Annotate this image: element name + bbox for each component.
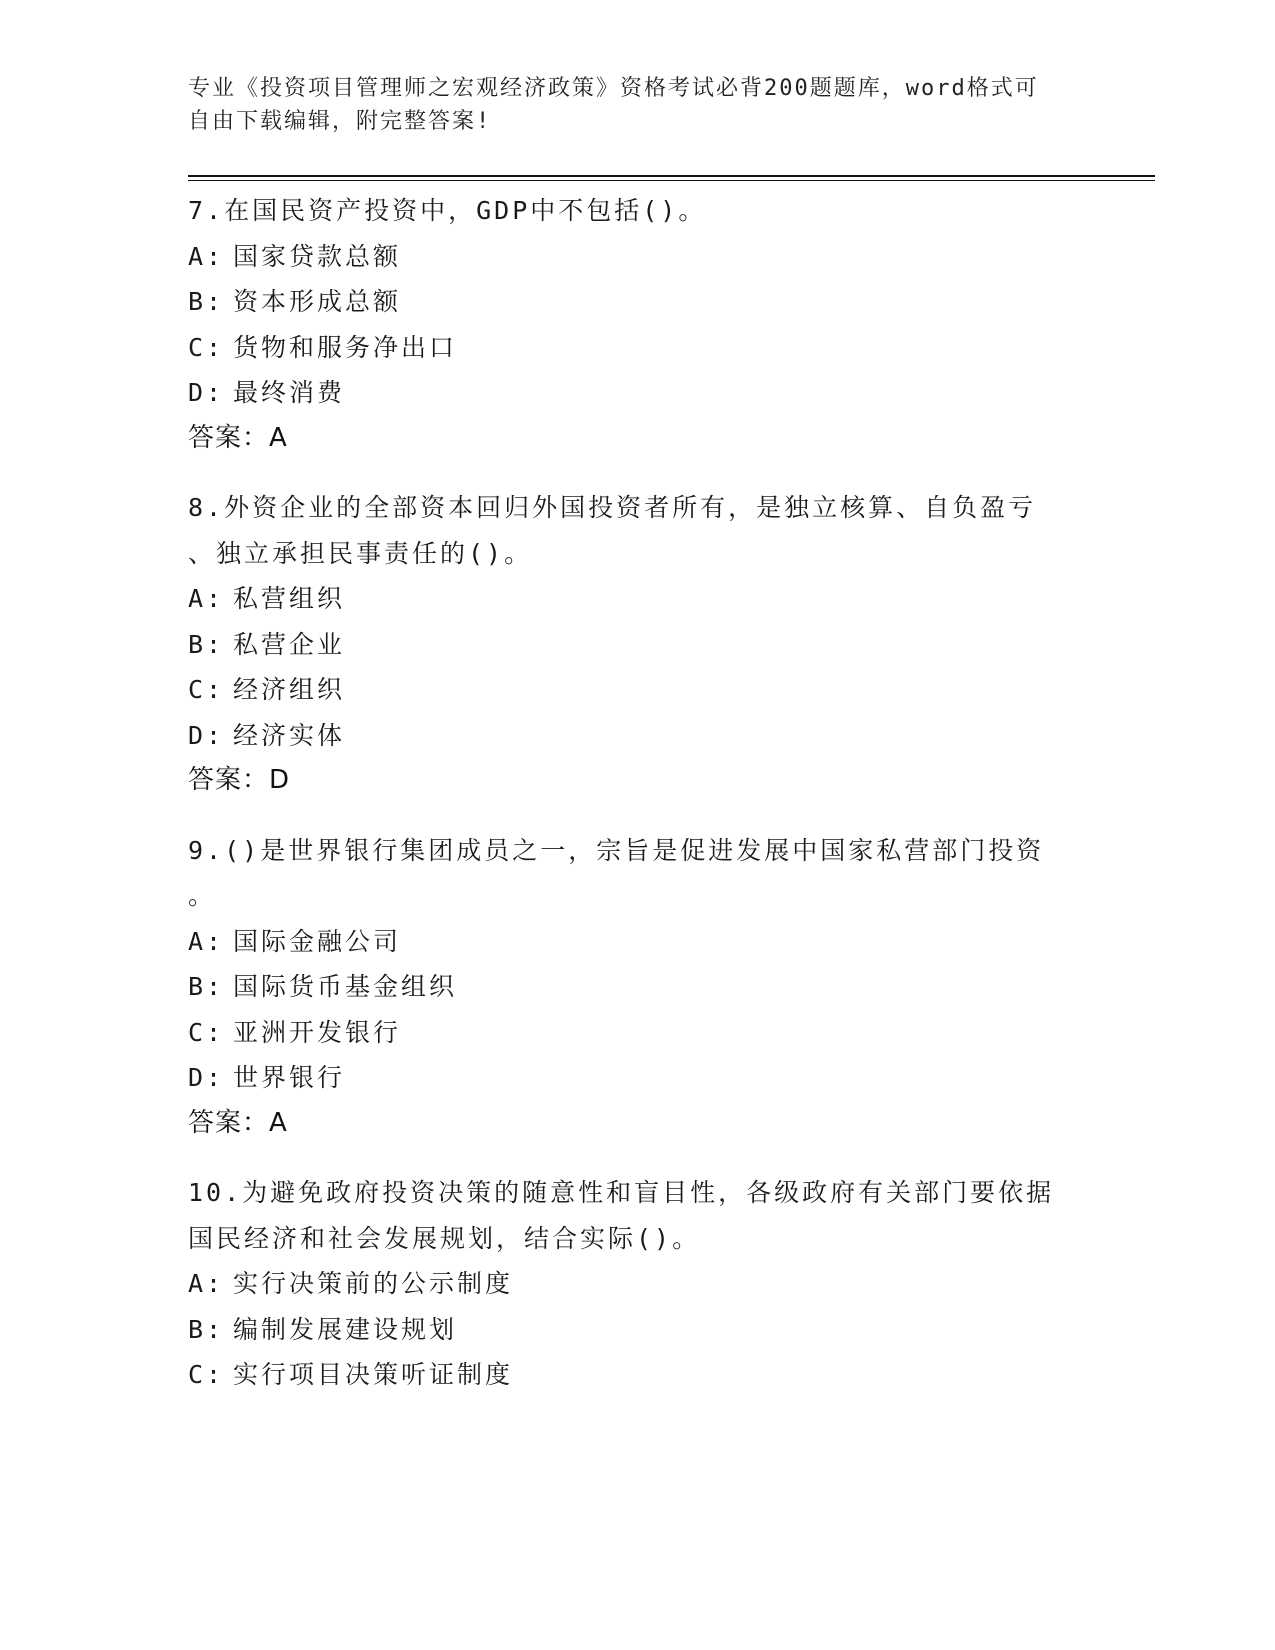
- question-stem: 7.在国民资产投资中，GDP中不包括()。: [188, 196, 707, 225]
- question-stem-continued: 。: [188, 881, 217, 910]
- option-letter: C:: [188, 675, 225, 704]
- option-a: [188, 919, 1088, 965]
- header-divider-thick: [188, 175, 1155, 177]
- question-10: [188, 1170, 1088, 1398]
- option-letter: C:: [188, 1017, 225, 1047]
- option-letter: C:: [188, 1360, 225, 1389]
- question-stem-continued: 国民经济和社会发展规划，结合实际()。: [188, 1223, 701, 1253]
- header-line-1: 专业《投资项目管理师之宏观经济政策》资格考试必背200题题库，word格式可: [188, 76, 1039, 101]
- answer-line: 答案：A: [188, 422, 288, 453]
- question-stem: 8.外资企业的全部资本回归外国投资者所有，是独立核算、自负盈亏: [188, 493, 1037, 522]
- header-divider-thin: [188, 180, 1155, 181]
- option-c: [188, 667, 1088, 713]
- option-text: 国家贷款总额: [233, 241, 402, 271]
- option-b: [188, 964, 1088, 1010]
- answer-line: 答案：A: [188, 1107, 288, 1138]
- option-letter: B:: [188, 287, 225, 316]
- option-a: [188, 234, 1088, 280]
- option-letter: A:: [188, 584, 225, 613]
- option-letter: D:: [188, 720, 225, 750]
- option-text: 经济实体: [233, 720, 346, 750]
- option-letter: B:: [188, 629, 225, 659]
- option-letter: A:: [188, 926, 225, 956]
- option-text: 编制发展建设规划: [233, 1314, 458, 1344]
- option-text: 私营企业: [233, 629, 346, 659]
- option-d: [188, 713, 1088, 759]
- option-text: 私营组织: [233, 584, 346, 613]
- option-letter: D:: [188, 1063, 225, 1092]
- option-text: 最终消费: [233, 378, 346, 407]
- option-text: 世界银行: [233, 1063, 346, 1092]
- option-text: 货物和服务净出口: [233, 332, 458, 362]
- option-text: 国际货币基金组织: [233, 972, 458, 1001]
- question-7: [188, 188, 1088, 461]
- answer-line: 答案：D: [188, 765, 291, 795]
- question-9: [188, 828, 1088, 1147]
- question-stem-continued: 、独立承担民事责任的()。: [188, 538, 533, 568]
- question-stem: 10.为避免政府投资决策的随意性和盲目性，各级政府有关部门要依据: [188, 1178, 1055, 1207]
- option-letter: A:: [188, 241, 225, 271]
- option-a: [188, 576, 1088, 622]
- option-letter: B:: [188, 1314, 225, 1344]
- option-b: [188, 279, 1088, 325]
- option-text: 亚洲开发银行: [233, 1017, 402, 1047]
- question-8: [188, 485, 1088, 804]
- option-text: 经济组织: [233, 675, 346, 704]
- option-letter: A:: [188, 1269, 225, 1298]
- option-b: [188, 622, 1088, 668]
- option-text: 国际金融公司: [233, 926, 402, 956]
- option-text: 实行决策前的公示制度: [233, 1269, 514, 1298]
- question-stem: 9.()是世界银行集团成员之一，宗旨是促进发展中国家私营部门投资: [188, 835, 1045, 865]
- option-text: 实行项目决策听证制度: [233, 1360, 514, 1389]
- option-d: [188, 370, 1088, 416]
- option-d: [188, 1055, 1088, 1101]
- header-line-2: 自由下载编辑，附完整答案!: [188, 109, 492, 134]
- option-letter: C:: [188, 332, 225, 362]
- document-header: [188, 72, 1088, 138]
- option-text: 资本形成总额: [233, 287, 402, 316]
- option-b: [188, 1307, 1088, 1353]
- option-a: [188, 1261, 1088, 1307]
- option-letter: B:: [188, 972, 225, 1001]
- option-c: [188, 1010, 1088, 1056]
- question-list: [188, 188, 1088, 1422]
- option-c: [188, 1352, 1088, 1398]
- option-letter: D:: [188, 378, 225, 407]
- option-c: [188, 325, 1088, 371]
